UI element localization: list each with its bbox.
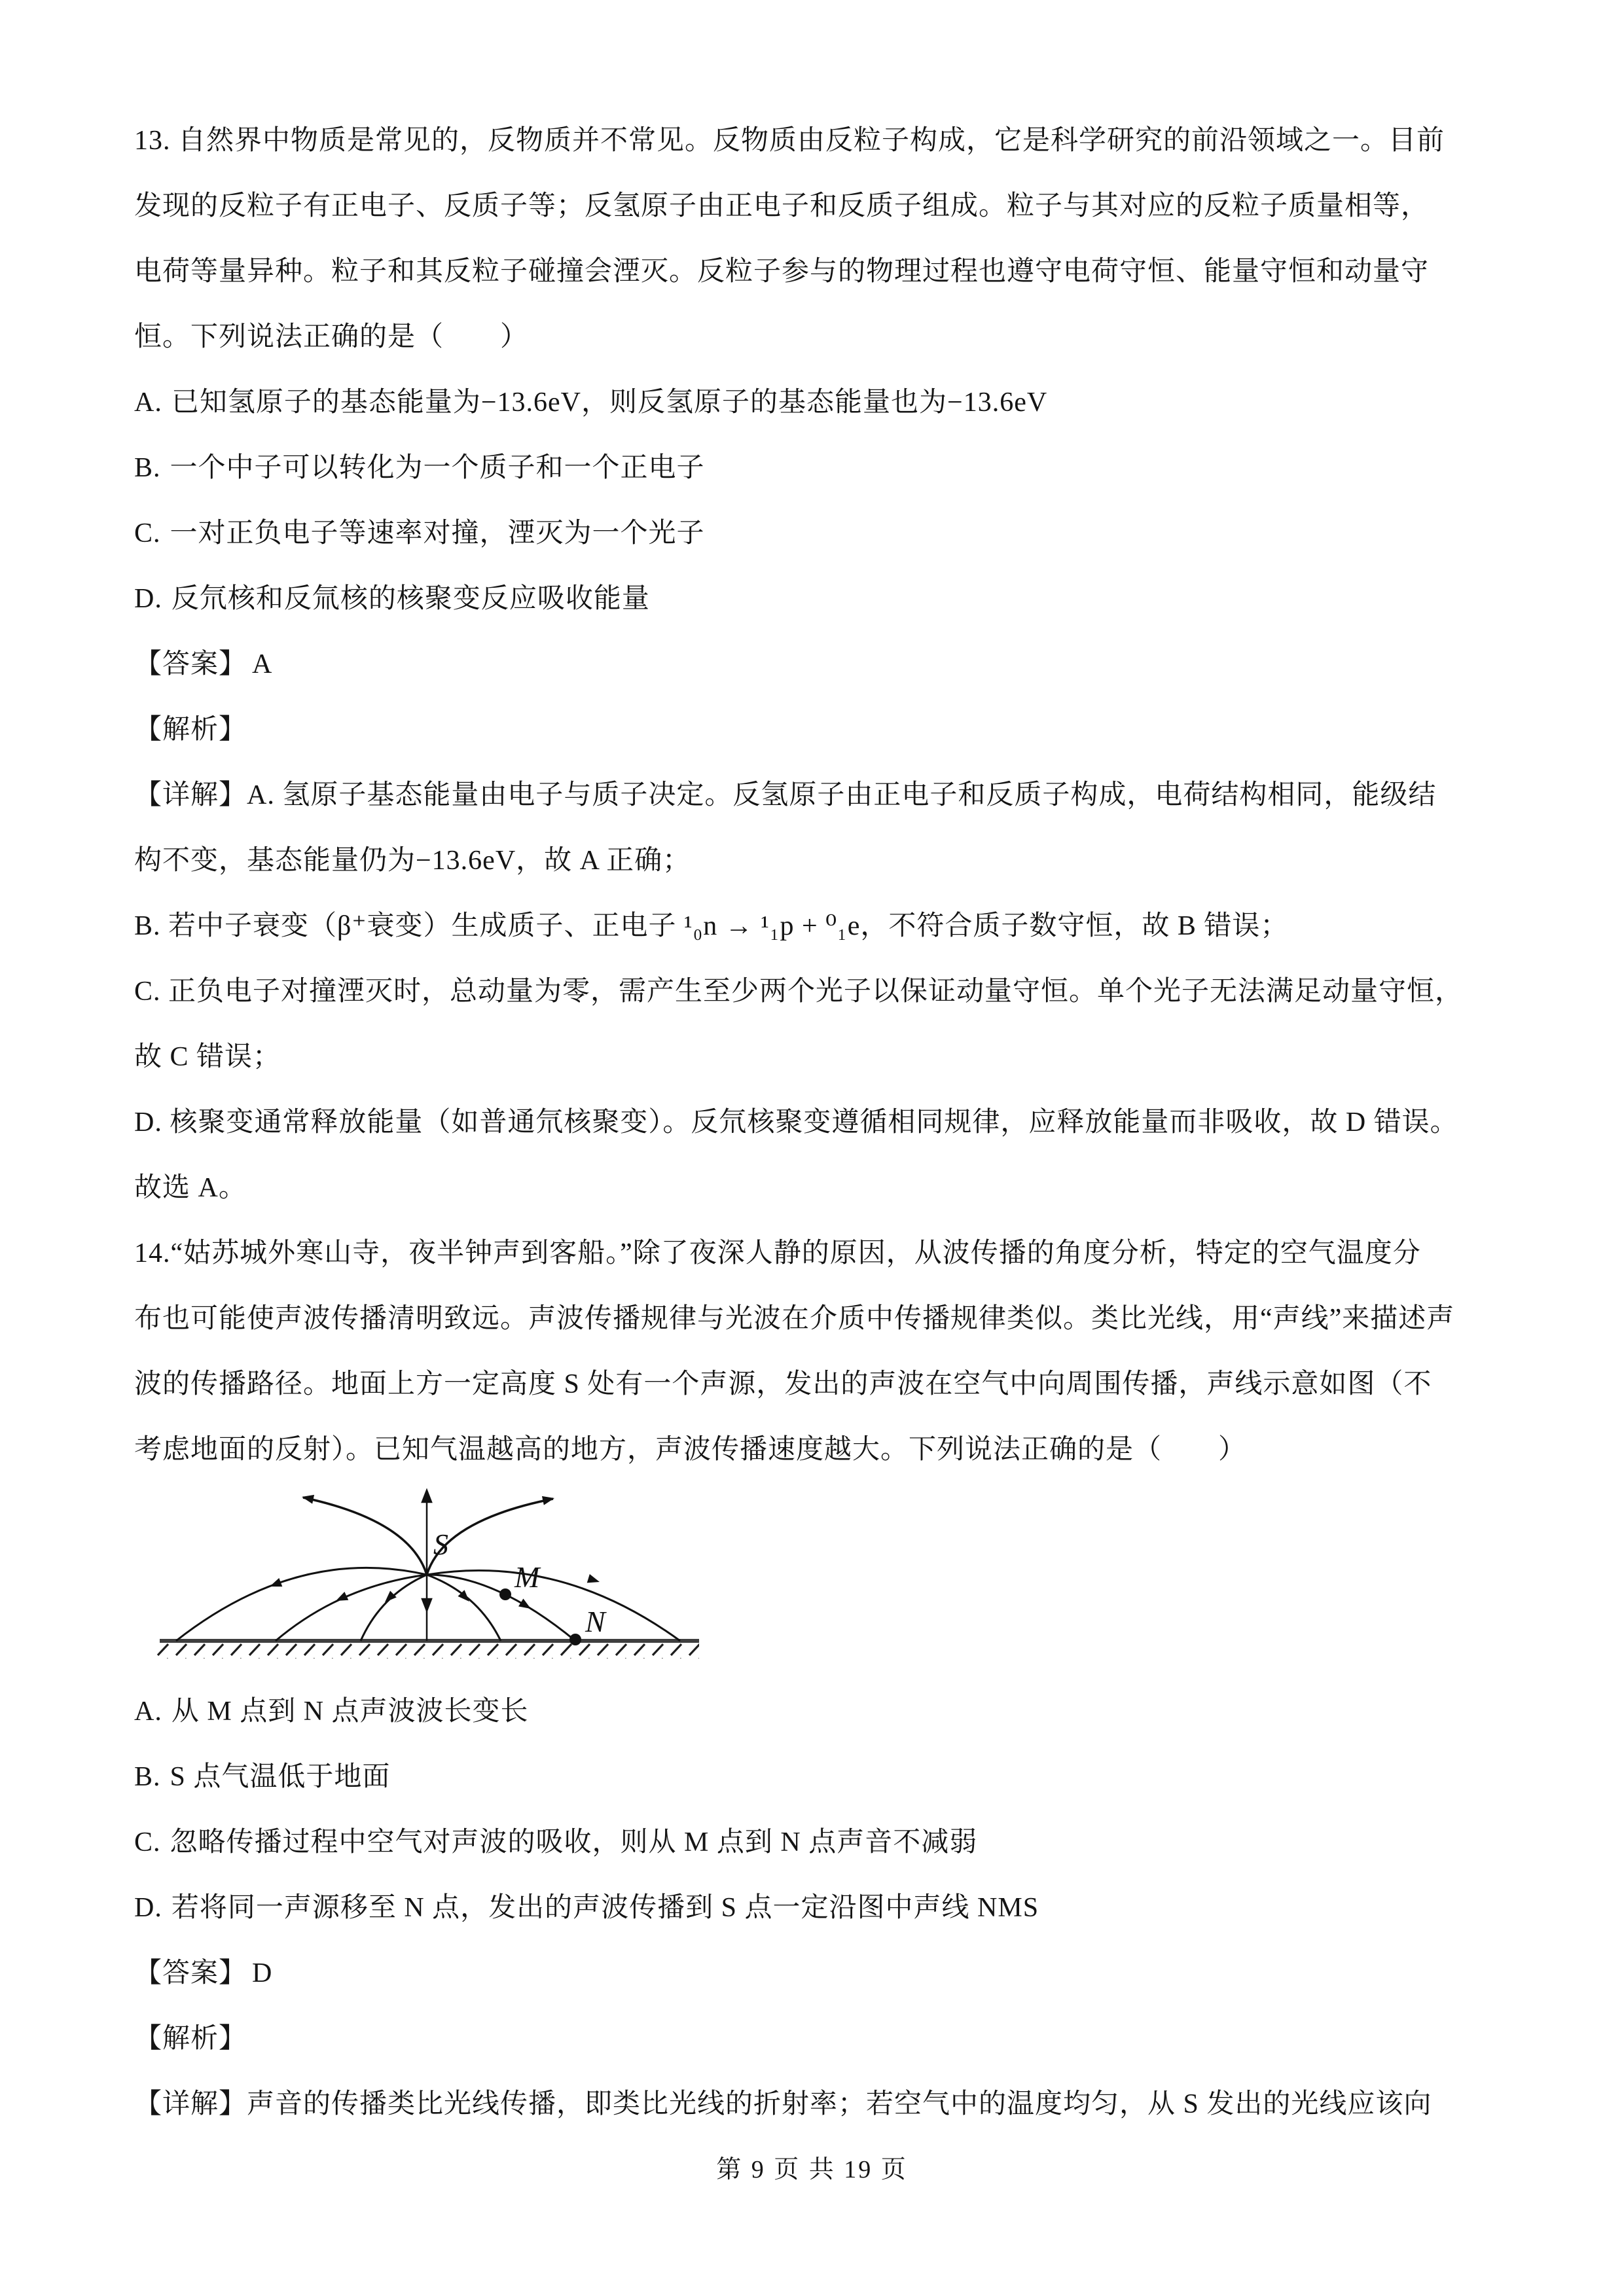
q13-stem-line-1: 13. 自然界中物质是常见的，反物质并不常见。反物质由反粒子构成，它是科学研究的前沿领域之一。目前 (134, 126, 1445, 156)
question-13 (134, 108, 1492, 1221)
q14-option-d-text: 若将同一声源移至 N 点，发出的声波传播到 S 点一定沿图中声线 NMS (171, 1893, 1039, 1923)
sound-ray-left-inner (361, 1575, 427, 1641)
q13-option-b-text: 一个中子可以转化为一个质子和一个正电子 (170, 453, 705, 483)
arrowhead-icon (301, 1492, 315, 1503)
q13-option-d (134, 566, 1492, 632)
question-14 (134, 1221, 1492, 2137)
q14-stem-line-4: 考虑地面的反射）。已知气温越高的地方，声波传播速度越大。下列说法正确的是（ ） (134, 1435, 1247, 1465)
arrowhead-icon (587, 1574, 601, 1587)
q14-option-b-text: S 点气温低于地面 (170, 1762, 391, 1792)
q13-detail-line-5: 故 C 错误； (134, 1042, 281, 1072)
point-m-dot (499, 1588, 511, 1600)
q13-option-c-label: C. (134, 518, 161, 548)
q14-option-a-label: A. (134, 1696, 162, 1727)
q13-option-b (134, 435, 1492, 501)
q13-detail-line-3: B. 若中子衰变（β⁺衰变）生成质子、正电子 ¹₀n → ¹₁p + ⁰₁e，不符合质子数守恒，故 B 错误； (134, 911, 1289, 941)
q14-figure (134, 1482, 1492, 1679)
q14-option-a-text: 从 M 点到 N 点声波波长变长 (171, 1696, 529, 1727)
sound-ray-up-left (301, 1492, 427, 1575)
q13-option-a (134, 370, 1492, 435)
q14-detail-line-1: 【详解】声音的传播类比光线传播，即类比光线的折射率；若空气中的温度均匀，从 S 发出的光线应该向 (134, 2089, 1432, 2119)
sound-ray-right-outer (427, 1570, 680, 1641)
q13-option-c-text: 一对正负电子等速率对撞，湮灭为一个光子 (170, 518, 705, 548)
q14-option-d (134, 1875, 1492, 1941)
arrowhead-icon (518, 1599, 533, 1613)
q13-stem-line-4: 恒。下列说法正确的是（ ） (134, 322, 529, 352)
arrowhead-icon (542, 1494, 556, 1505)
q14-answer-tag: 【答案】 (134, 1958, 247, 1988)
q14-option-c (134, 1810, 1492, 1875)
q14-option-a (134, 1679, 1492, 1744)
page-content (134, 108, 1492, 2137)
ground-hatch (154, 1643, 699, 1659)
q13-answer-tag: 【答案】 (134, 649, 247, 679)
q13-option-d-label: D. (134, 584, 162, 614)
q14-option-c-label: C. (134, 1827, 161, 1857)
arrowhead-icon (268, 1578, 282, 1591)
q13-stem-line-2: 发现的反粒子有正电子、反质子等；反氢原子由正电子和反质子组成。粒子与其对应的反粒子质量相等， (134, 191, 1430, 221)
sound-rays-diagram (151, 1482, 707, 1679)
q13-answer-value: A (252, 649, 273, 679)
sound-ray-right-inner (427, 1575, 501, 1641)
q13-detail-line-4: C. 正负电子对撞湮灭时，总动量为零，需产生至少两个光子以保证动量守恒。单个光子无法满足动量守恒， (134, 977, 1464, 1007)
q14-option-b (134, 1744, 1492, 1810)
q14-answer-line (134, 1941, 1492, 2006)
q14-option-b-label: B. (134, 1762, 161, 1792)
q13-analysis-tag: 【解析】 (134, 715, 247, 745)
page-footer: 第 9 页 共 19 页 (716, 2156, 908, 2183)
q14-stem-line-1: 14.“姑苏城外寒山寺，夜半钟声到客船。”除了夜深人静的原因，从波传播的角度分析，特定的空气温度分 (134, 1238, 1421, 1268)
up-arrow-icon (422, 1490, 431, 1502)
arrowhead-icon (334, 1592, 348, 1605)
q14-option-d-label: D. (134, 1893, 162, 1923)
q13-detail-line-7: 故选 A。 (134, 1173, 247, 1203)
q13-answer-line (134, 632, 1492, 697)
q14-stem-line-3: 波的传播路径。地面上方一定高度 S 处有一个声源，发出的声波在空气中向周围传播，声线示意如图（不 (134, 1369, 1432, 1399)
q13-detail-line-2: 构不变，基态能量仍为−13.6eV，故 A 正确； (134, 846, 691, 876)
q13-detail-line-6: D. 核聚变通常释放能量（如普通氘核聚变）。反氘核聚变遵循相同规律，应释放能量而非吸收，故 D 错误。 (134, 1107, 1458, 1138)
down-arrow-icon (422, 1599, 431, 1611)
q13-stem-line-3: 电荷等量异种。粒子和其反粒子碰撞会湮灭。反粒子参与的物理过程也遵守电荷守恒、能量守恒和动量守 (134, 257, 1430, 287)
arrowhead-icon (382, 1590, 397, 1605)
point-n-dot (569, 1634, 581, 1645)
q14-analysis-tag: 【解析】 (134, 2024, 247, 2054)
q14-stem-line-2: 布也可能使声波传播清明致远。声波传播规律与光波在介质中传播规律类似。类比光线，用“声线”来描述声 (134, 1304, 1455, 1334)
sound-ray-left-outer (176, 1568, 427, 1641)
point-m-label: M (514, 1560, 540, 1594)
sound-ray-left-middle (276, 1575, 427, 1641)
q14-answer-value: D (252, 1958, 273, 1988)
q13-detail-line-1: 【详解】A. 氢原子基态能量由电子与质子决定。反氢原子由正电子和反质子构成，电荷结构相同，能级结 (134, 780, 1437, 810)
point-n-label: N (585, 1605, 605, 1638)
q13-option-d-text: 反氘核和反氚核的核聚变反应吸收能量 (171, 584, 650, 614)
q13-option-b-label: B. (134, 453, 161, 483)
q13-option-a-text: 已知氢原子的基态能量为−13.6eV，则反氢原子的基态能量也为−13.6eV (171, 387, 1048, 418)
q13-option-a-label: A. (134, 387, 162, 418)
q13-option-c (134, 501, 1492, 566)
source-label: S (433, 1528, 448, 1561)
q14-option-c-text: 忽略传播过程中空气对声波的吸收，则从 M 点到 N 点声音不减弱 (170, 1827, 978, 1857)
